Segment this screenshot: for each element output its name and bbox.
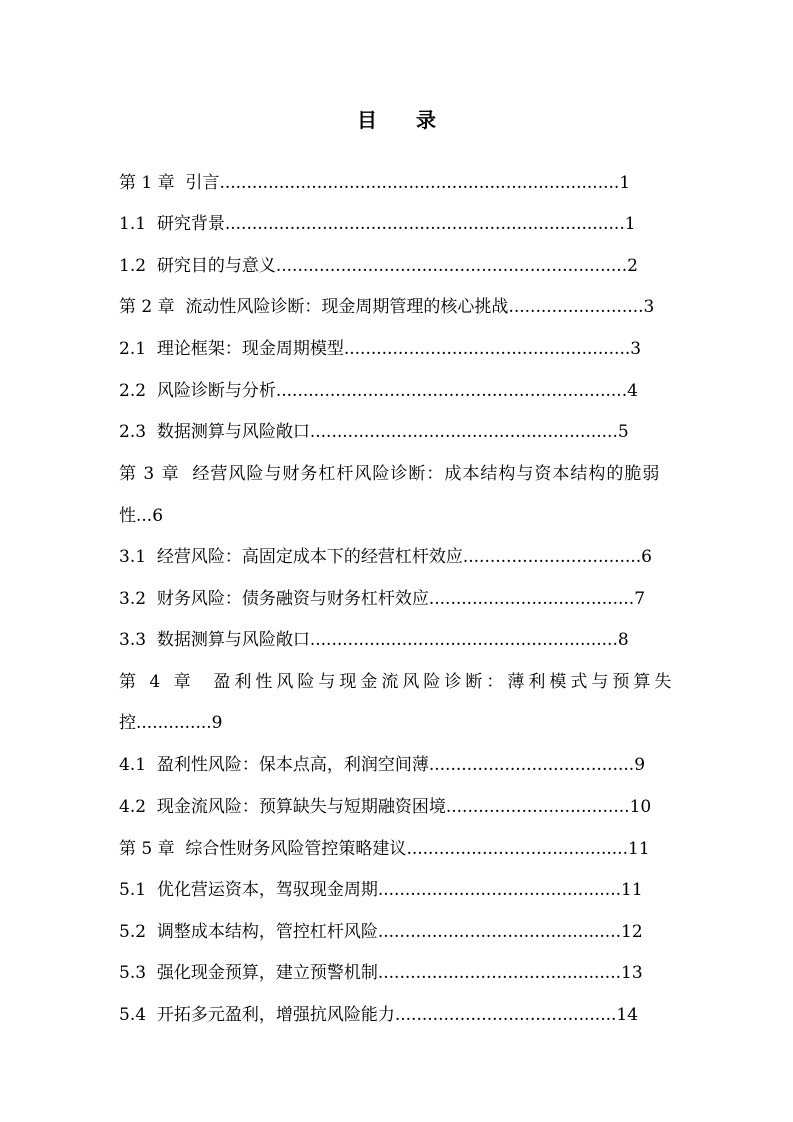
- toc-leader-dots: .................................................................: [275, 256, 628, 276]
- toc-page-number: 11: [628, 839, 650, 859]
- toc-entry[interactable]: [119, 588, 645, 610]
- toc-leader-dots: .....................................................: [343, 339, 631, 359]
- toc-entry-label: 第 1 章 引言: [119, 173, 220, 193]
- toc-entry[interactable]: [119, 838, 650, 860]
- toc-leader-dots: .............................................: [377, 880, 622, 900]
- toc-leader-dots: .........................................................: [309, 630, 618, 650]
- toc-entry-label: 第 4 章 盈利性风险与现金流风险诊断：薄利模式与预算失: [119, 672, 676, 692]
- toc-page-number: 8: [617, 630, 629, 650]
- toc-entry-label: 第 3 章 经营风险与财务杠杆风险诊断：成本结构与资本结构的脆弱: [119, 464, 661, 484]
- toc-entry-label: 3.2 财务风险：债务融资与财务杠杆效应: [119, 589, 429, 609]
- toc-page-number: 11: [621, 880, 643, 900]
- toc-entry[interactable]: [119, 255, 638, 277]
- toc-entry[interactable]: [119, 296, 654, 318]
- toc-entry-label: 5.1 优化营运资本，驾驭现金周期: [119, 880, 378, 900]
- toc-page-number: 3: [643, 297, 655, 317]
- toc-entry[interactable]: [119, 796, 651, 818]
- toc-leader-dots: ......................................: [428, 589, 635, 609]
- toc-entry-label: 5.4 开拓多元盈利，增强抗风险能力: [119, 1005, 395, 1025]
- toc-leader-dots: .........................................: [406, 839, 628, 859]
- toc-entry[interactable]: [119, 213, 636, 235]
- toc-entry-label: 2.3 数据测算与风险敞口: [119, 422, 310, 442]
- toc-page-number: 5: [617, 422, 629, 442]
- toc-entry[interactable]: [119, 962, 643, 984]
- toc-leader-dots: .............................................: [377, 963, 622, 983]
- toc-entry[interactable]: [119, 754, 645, 776]
- toc-page-number: 9: [634, 755, 646, 775]
- toc-entry-label: 3.1 经营风险：高固定成本下的经营杠杆效应: [119, 547, 463, 567]
- toc-entry[interactable]: [119, 380, 638, 402]
- toc-entry[interactable]: [119, 505, 163, 527]
- toc-entry[interactable]: [119, 172, 630, 194]
- toc-leader-dots: ..................................: [445, 797, 630, 817]
- toc-entry[interactable]: [119, 421, 629, 443]
- toc-page-number: 14: [616, 1005, 639, 1025]
- toc-entry-label: 控: [119, 713, 136, 733]
- toc-entry-label: 4.2 现金流风险：预算缺失与短期融资困境: [119, 797, 446, 817]
- toc-page-number: 4: [627, 381, 638, 401]
- toc-page-number: 12: [621, 922, 643, 942]
- toc-page-number: 2: [627, 256, 638, 276]
- toc-entry-label: 1.2 研究目的与意义: [119, 256, 276, 276]
- toc-entry-label: 5.2 调整成本结构，管控杠杆风险: [119, 922, 378, 942]
- toc-title: 目 录: [357, 108, 452, 132]
- toc-entry[interactable]: [119, 546, 652, 568]
- toc-leader-dots: .................................................................: [275, 381, 628, 401]
- toc-leader-dots: ..........................................................................: [219, 173, 620, 193]
- toc-entry[interactable]: [119, 1004, 638, 1026]
- toc-leader-dots: ...: [136, 506, 153, 526]
- toc-entry-label: 5.3 强化现金预算，建立预警机制: [119, 963, 378, 983]
- toc-page-number: 9: [211, 713, 223, 733]
- toc-entry[interactable]: [119, 463, 660, 485]
- toc-leader-dots: .........................................: [394, 1005, 617, 1025]
- toc-entry[interactable]: [119, 712, 222, 734]
- toc-leader-dots: .........................................................: [309, 422, 618, 442]
- toc-page-number: 10: [629, 797, 652, 817]
- toc-entry-label: 2.2 风险诊断与分析: [119, 381, 276, 401]
- toc-entry[interactable]: [119, 629, 629, 651]
- toc-entry-label: 第 2 章 流动性风险诊断：现金周期管理的核心挑战: [119, 297, 509, 317]
- toc-leader-dots: .........................: [508, 297, 644, 317]
- toc-entry[interactable]: [119, 921, 643, 943]
- toc-entry-label: 2.1 理论框架：现金周期模型: [119, 339, 344, 359]
- toc-page-number: 6: [152, 506, 164, 526]
- toc-leader-dots: ..........................................................................: [224, 214, 625, 234]
- toc-entry[interactable]: [119, 671, 675, 693]
- toc-leader-dots: ......................................: [428, 755, 635, 775]
- toc-entry-label: 第 5 章 综合性财务风险管控策略建议: [119, 839, 407, 859]
- toc-page-number: 1: [619, 173, 631, 193]
- toc-entry-label: 3.3 数据测算与风险敞口: [119, 630, 310, 650]
- toc-page-number: 13: [621, 963, 643, 983]
- toc-entry-label: 1.1 研究背景: [119, 214, 225, 234]
- toc-page-number: 1: [624, 214, 636, 234]
- toc-leader-dots: .............................................: [377, 922, 622, 942]
- toc-leader-dots: ..............: [136, 713, 212, 733]
- toc-entry[interactable]: [119, 879, 643, 901]
- toc-entry[interactable]: [119, 338, 641, 360]
- toc-entry-label: 性: [119, 506, 136, 526]
- toc-page-number: 3: [630, 339, 642, 359]
- toc-leader-dots: .................................: [462, 547, 642, 567]
- toc-entry-label: 4.1 盈利性风险：保本点高，利润空间薄: [119, 755, 429, 775]
- toc-page-number: 6: [641, 547, 652, 567]
- toc-page-number: 7: [634, 589, 646, 609]
